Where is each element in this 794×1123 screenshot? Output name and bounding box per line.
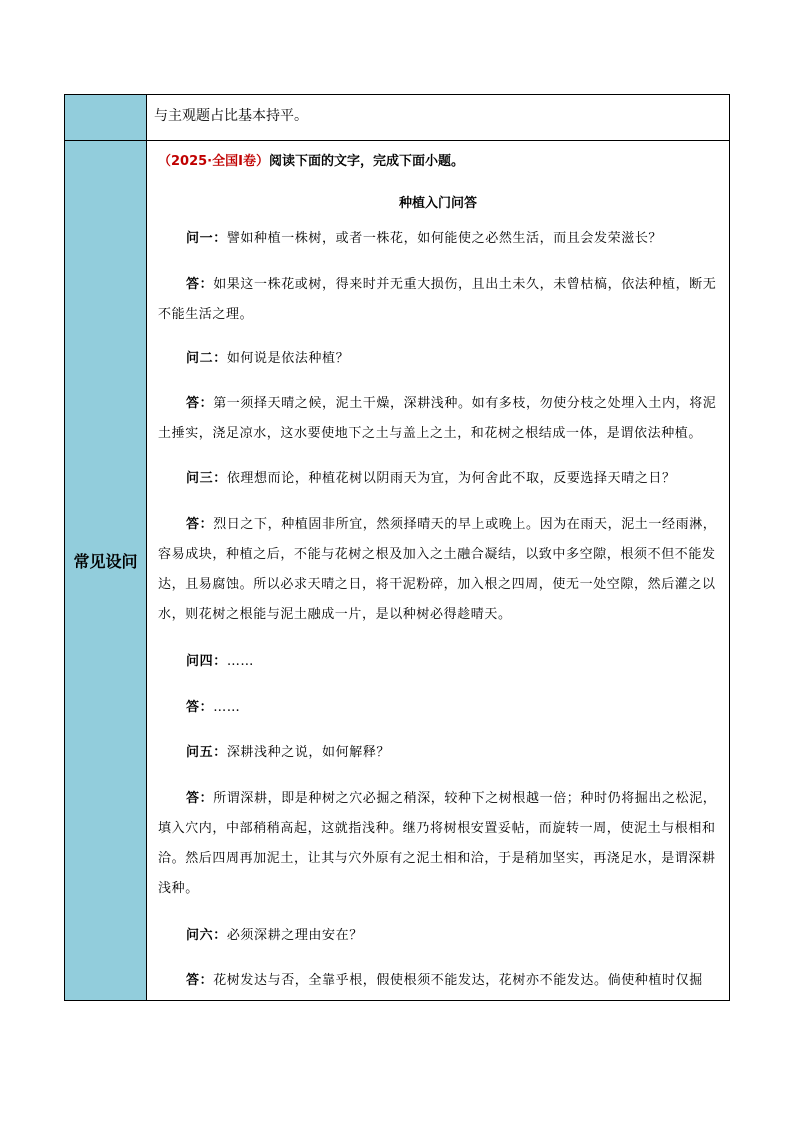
paragraph [158,921,724,951]
row-label-cell [65,95,147,140]
paragraph-lead: 答： [186,973,214,988]
paragraph-text: 烈日之下，种植固非所宜，然须择晴天的早上或晚上。因为在雨天，泥土一经雨淋，容易成块，种植之后，不能与花树之根及加入之土融合凝结，以致中多空隙，根须不但不能发达，且易腐蚀。所以必求天晴之日，将干泥粉碎，加入根之四周，使无一处空隙，然后灌之以水，则花树之根能与泥土融成一片，是以种树必得趁晴天。 [158,517,717,622]
row-label: 常见设问 [73,552,138,571]
paragraph [158,389,724,449]
source-line [158,150,464,169]
paragraph-text: 依理想而论，种植花树以阴雨天为宜，为何舍此不取，反要选择天晴之日？ [226,471,676,486]
paragraph-lead: 问二： [186,351,227,366]
paragraph-text: 譬如种植一株树，或者一株花，如何能使之必然生活，而且会发荣滋长？ [226,231,663,246]
source-instruction: 阅读下面的文字，完成下面小题。 [268,154,464,169]
source-year: （2025·全国Ⅰ卷） [158,154,269,169]
paragraph [158,270,724,330]
paragraph-lead: 问六： [186,928,227,943]
paragraph [158,510,724,630]
paragraph [158,966,724,996]
paragraph [158,464,724,494]
row-text: 与主观题占比基本持平。 [154,108,308,124]
paragraph-lead: 答： [186,517,214,532]
paragraph [158,647,724,677]
content-table [64,94,730,1001]
paragraph-lead: 问一： [186,231,227,246]
paragraph-text: 必须深耕之理由安在？ [226,928,363,943]
paragraph-text: 如果这一株花或树，得来时并无重大损伤，且出土未久，未曾枯槁，依法种植，断无不能生活之理。 [158,277,717,322]
paragraph-text: 深耕浅种之说，如何解释？ [226,745,391,760]
paragraph [158,738,724,768]
paragraph [158,344,724,374]
paragraph-text: 第一须择天晴之候，泥土干燥，深耕浅种。如有多枝，勿使分枝之处埋入土内，将泥土捶实，浇足凉水，这水要使地下之土与盖上之土，和花树之根结成一体，是谓依法种植。 [158,396,717,441]
paragraph-lead: 问三： [186,471,227,486]
table-row [65,95,729,141]
article-title: 种植入门问答 [398,196,477,211]
row-label-cell [65,141,147,1000]
paragraph-lead: 答： [186,396,214,411]
paragraph-lead: 答： [186,700,214,715]
paragraph-text: 花树发达与否，全靠乎根，假使根须不能发达，花树亦不能发达。倘使种植时仅掘 [213,973,703,988]
paragraph-lead: 问五： [186,745,227,760]
paragraph [158,784,724,904]
paragraph [158,693,724,723]
paragraph-text: 所谓深耕，即是种树之穴必掘之稍深，较种下之树根越一倍；种时仍将掘出之松泥，填入穴内，中部稍稍高起，这就指浅种。继乃将树根安置妥帖，而旋转一周，使泥土与根相和洽。然后四周再加泥土，让其与穴外原有之泥土相和洽，于是稍加坚实，再浇足水，是谓深耕浅种。 [158,791,717,896]
paragraph-lead: 答： [186,791,214,806]
paragraph-text: …… [226,654,255,669]
paragraph-lead: 答： [186,277,214,292]
paragraph-lead: 问四： [186,654,227,669]
question-content [148,141,728,1000]
paragraph [158,224,724,254]
paragraph-text: …… [213,700,241,715]
paragraph-text: 如何说是依法种植？ [226,351,350,366]
